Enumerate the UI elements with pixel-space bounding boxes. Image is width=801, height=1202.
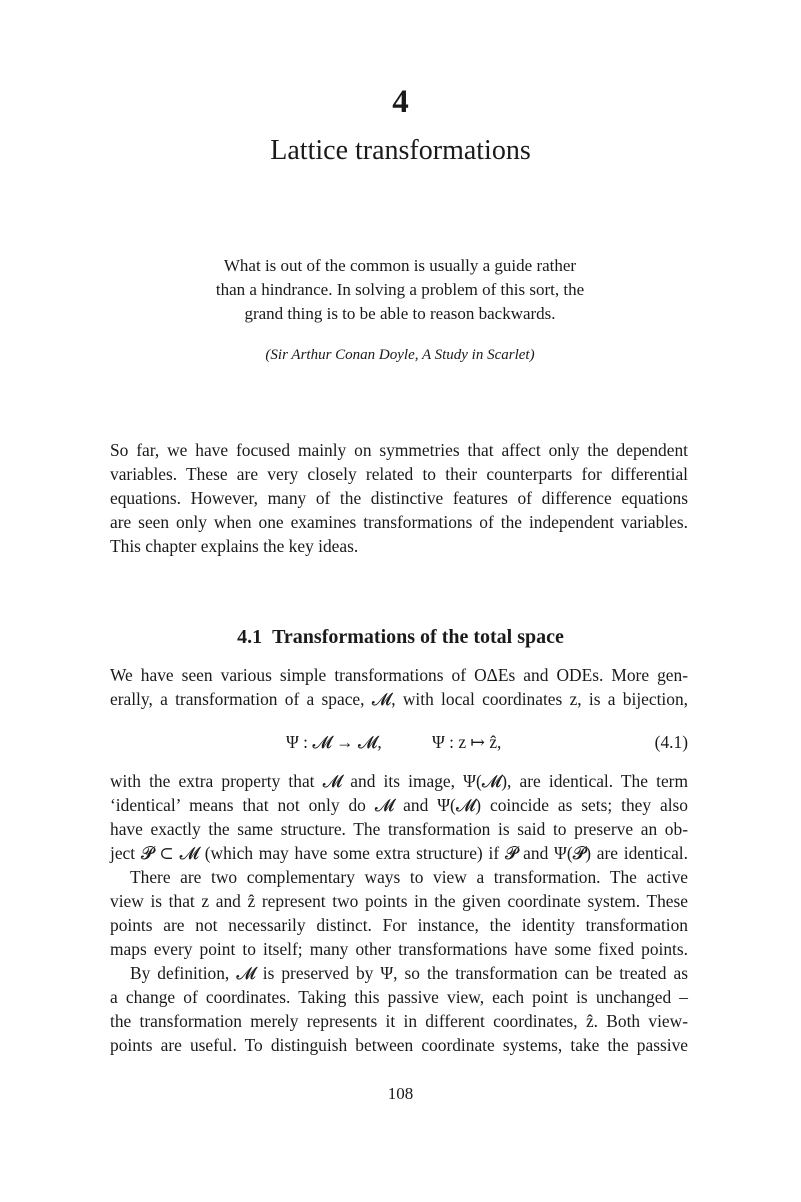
chapter-title: Lattice transformations <box>270 135 531 166</box>
chapter-number: 4 <box>392 84 409 120</box>
epigraph-source: (Sir Arthur Conan Doyle, A Study in Scarlet) <box>265 347 535 363</box>
text-line: erally, a transformation of a space, 𝓜, with local coordinates z, is a bijection, <box>110 689 688 709</box>
text-line: ject 𝓟 ⊂ 𝓜 (which may have some extra structure) if 𝓟 and Ψ(𝓟) are identical. <box>110 843 688 863</box>
equation-left: Ψ : 𝓜 → 𝓜, <box>286 732 382 752</box>
text-line: have exactly the same structure. The transformation is said to preserve an ob- <box>110 819 688 839</box>
epigraph-line: grand thing is to be able to reason backwards. <box>244 304 556 323</box>
epigraph-line: than a hindrance. In solving a problem of this sort, the <box>215 280 585 299</box>
text-line: points are useful. To distinguish between coordinate systems, take the passive <box>110 1035 688 1055</box>
section-number: 4.1 <box>237 626 263 648</box>
text-line: ‘identical’ means that not only do 𝓜 and Ψ(𝓜) coincide as sets; they also <box>110 795 688 815</box>
paragraph-active-passive-view <box>110 769 688 1057</box>
section-title: Transformations of the total space <box>272 626 564 648</box>
section-heading <box>0 623 801 651</box>
text-line: view is that z and ẑ represent two points in the given coordinate system. These <box>110 891 688 911</box>
paragraph-transformation-intro <box>110 663 688 711</box>
intro-paragraph <box>110 438 688 558</box>
text-line: a change of coordinates. Taking this passive view, each point is unchanged – <box>110 987 688 1007</box>
text-line: So far, we have focused mainly on symmetries that affect only the dependent <box>110 440 688 460</box>
text-line: equations. However, many of the distinctive features of difference equations <box>110 488 688 508</box>
text-line: are seen only when one examines transformations of the independent variables. <box>110 512 688 532</box>
text-line: By definition, 𝓜 is preserved by Ψ, so the transformation can be treated as <box>130 963 688 983</box>
epigraph-line: What is out of the common is usually a guide rather <box>223 256 577 275</box>
text-line: the transformation merely represents it in different coordinates, ẑ. Both view- <box>110 1011 688 1031</box>
text-line: This chapter explains the key ideas. <box>110 536 359 556</box>
page-number: 108 <box>387 1084 414 1103</box>
text-line: with the extra property that 𝓜 and its image, Ψ(𝓜), are identical. The term <box>110 771 688 791</box>
epigraph-quote <box>150 254 650 326</box>
equation-4-1 <box>110 729 688 755</box>
text-line: We have seen various simple transformations of OΔEs and ODEs. More gen- <box>110 665 688 685</box>
equation-number: (4.1) <box>654 732 688 752</box>
text-line: variables. These are very closely related to their counterparts for differential <box>110 464 688 484</box>
equation-right: Ψ : z ↦ ẑ, <box>432 732 502 752</box>
text-line: maps every point to itself; many other transformations have some fixed points. <box>110 939 688 959</box>
text-line: points are not necessarily distinct. For instance, the identity transformation <box>110 915 688 935</box>
text-line: There are two complementary ways to view a transformation. The active <box>130 867 688 887</box>
